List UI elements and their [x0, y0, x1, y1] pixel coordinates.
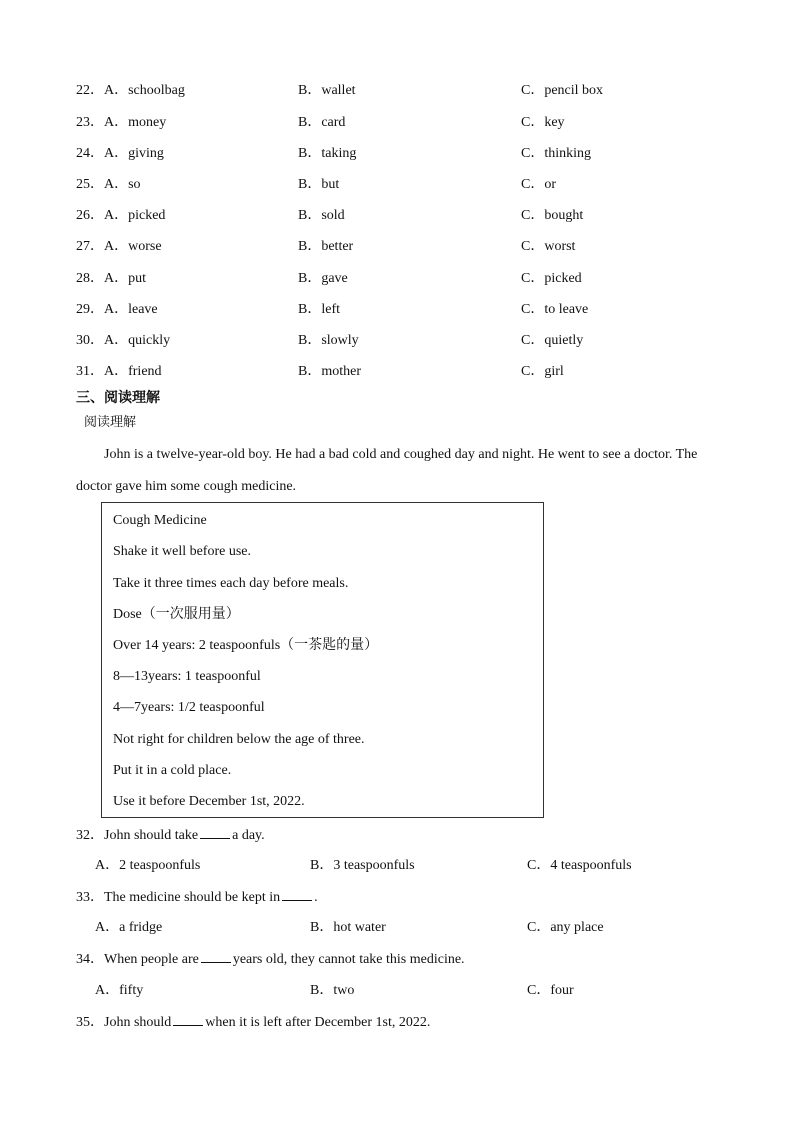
cloze-item-27 [76, 237, 576, 257]
cloze-item-29 [76, 300, 589, 320]
medicine-dose-heading: Dose（一次服用量） [113, 607, 240, 622]
question-text: The medicine should be kept in [104, 890, 281, 905]
option-b: B．sold [298, 208, 345, 223]
option-c: C．bought [521, 208, 584, 223]
section-subtitle: 阅读理解 [84, 415, 137, 430]
option-c: C．to leave [521, 302, 589, 317]
cloze-item-24 [76, 144, 592, 164]
medicine-dose-line: 4—7years: 1/2 teaspoonful [113, 700, 265, 715]
medicine-title: Cough Medicine [113, 513, 207, 528]
question-text: John should take [104, 828, 199, 843]
option-b: B．slowly [298, 333, 359, 348]
question-text: years old, they cannot take this medicine. [232, 952, 465, 967]
question-32 [76, 825, 265, 846]
question-text: when it is left after December 1st, 2022. [205, 1015, 431, 1030]
option-b: B．card [298, 115, 346, 130]
option-a: A．giving [104, 146, 164, 161]
question-number: 34． [76, 952, 104, 967]
question-number: 26． [76, 208, 104, 223]
option-a: A．2 teaspoonfuls [95, 858, 201, 873]
question-34 [76, 949, 465, 970]
question-text: John should [104, 1015, 172, 1030]
answer-blank [200, 825, 230, 839]
cloze-item-23 [76, 113, 565, 133]
option-a: A．friend [104, 364, 162, 379]
question-number: 27． [76, 239, 104, 254]
option-c: C．thinking [521, 146, 592, 161]
option-a: A．money [104, 115, 167, 130]
option-a: A．so [104, 177, 141, 192]
option-a: A．quickly [104, 333, 171, 348]
option-c: C．key [521, 115, 565, 130]
medicine-instruction: Take it three times each day before meals. [113, 576, 349, 591]
answer-blank [282, 887, 312, 901]
question-text: When people are [104, 952, 199, 967]
option-c: C．worst [521, 239, 576, 254]
medicine-instruction: Shake it well before use. [113, 544, 252, 559]
cloze-item-28 [76, 269, 582, 289]
option-c: C．or [521, 177, 556, 192]
option-c: C．four [527, 983, 574, 998]
option-b: B．taking [298, 146, 357, 161]
passage-line-1: John is a twelve-year-old boy. He had a bad cold and coughed day and night. He went to see a doctor. The [104, 447, 698, 462]
option-b: B．gave [298, 271, 348, 286]
option-b: B．two [310, 983, 355, 998]
answer-blank [173, 1012, 203, 1026]
question-text: . [314, 890, 318, 905]
option-c: C．picked [521, 271, 582, 286]
question-number: 23． [76, 115, 104, 130]
question-number: 24． [76, 146, 104, 161]
question-number: 30． [76, 333, 104, 348]
medicine-storage: Put it in a cold place. [113, 763, 232, 778]
question-number: 35． [76, 1015, 104, 1030]
medicine-warning: Not right for children below the age of three. [113, 732, 365, 747]
option-a: A．fifty [95, 983, 144, 998]
cloze-item-30 [76, 331, 584, 351]
option-c: C．girl [521, 364, 564, 379]
question-number: 32． [76, 828, 104, 843]
question-33 [76, 887, 318, 908]
cloze-item-31 [76, 362, 564, 382]
option-b: B．hot water [310, 920, 386, 935]
option-c: C．pencil box [521, 83, 604, 98]
question-number: 22． [76, 83, 104, 98]
option-a: A．picked [104, 208, 166, 223]
option-c: C．quietly [521, 333, 584, 348]
option-b: B．mother [298, 364, 361, 379]
option-c: C．any place [527, 920, 604, 935]
cloze-item-22 [76, 81, 604, 101]
question-text: a day. [232, 828, 265, 843]
passage-line-2: doctor gave him some cough medicine. [76, 479, 297, 494]
medicine-dose-line: 8—13years: 1 teaspoonful [113, 669, 261, 684]
medicine-dose-line: Over 14 years: 2 teaspoonfuls（一茶匙的量） [113, 638, 379, 653]
option-a: A．schoolbag [104, 83, 185, 98]
option-b: B．left [298, 302, 340, 317]
option-c: C．4 teaspoonfuls [527, 858, 632, 873]
question-number: 29． [76, 302, 104, 317]
cloze-item-26 [76, 206, 584, 226]
question-number: 33． [76, 890, 104, 905]
medicine-expiry: Use it before December 1st, 2022. [113, 794, 305, 809]
option-b: B．wallet [298, 83, 356, 98]
question-number: 28． [76, 271, 104, 286]
option-b: B．but [298, 177, 340, 192]
option-a: A．a fridge [95, 920, 163, 935]
answer-blank [201, 949, 231, 963]
section-title: 三、阅读理解 [76, 390, 160, 406]
question-number: 25． [76, 177, 104, 192]
option-b: B．3 teaspoonfuls [310, 858, 415, 873]
medicine-label-box [101, 502, 544, 818]
option-a: A．put [104, 271, 146, 286]
cloze-item-25 [76, 175, 556, 195]
option-a: A．leave [104, 302, 158, 317]
question-35 [76, 1012, 430, 1033]
option-b: B．better [298, 239, 354, 254]
question-number: 31． [76, 364, 104, 379]
option-a: A．worse [104, 239, 162, 254]
